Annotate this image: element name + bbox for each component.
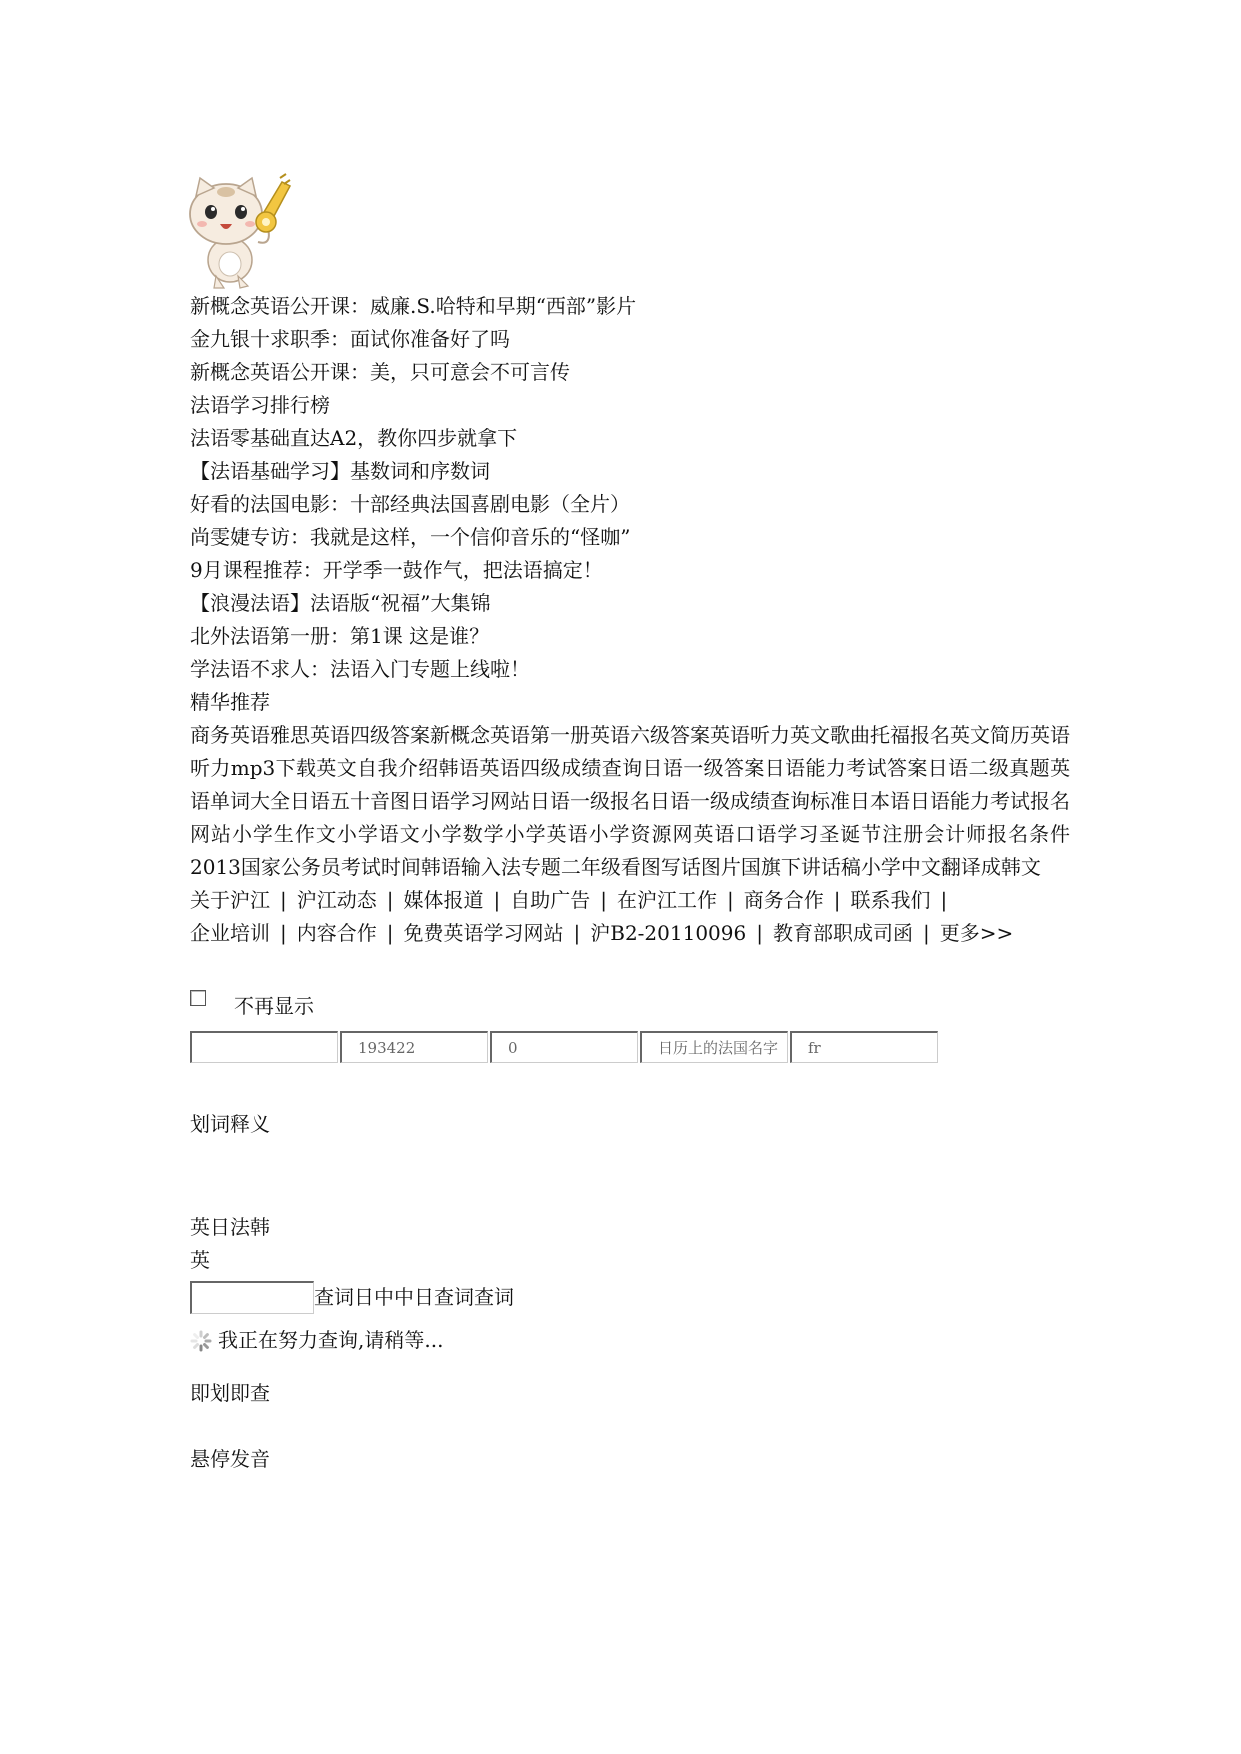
featured-link[interactable]: 日语一级成绩查询 <box>650 789 810 813</box>
field-input[interactable]: 日历上的法国名字 <box>640 1031 788 1063</box>
featured-link[interactable]: 英语听力 <box>710 723 790 747</box>
checkbox-icon[interactable] <box>190 990 206 1006</box>
featured-link[interactable]: 小学英语 <box>504 822 589 846</box>
lookup-actions[interactable]: 查词日中中日查词查词 <box>314 1285 514 1309</box>
footer-link[interactable]: 商务合作 <box>743 888 824 912</box>
featured-link[interactable]: 英语六级答案 <box>590 723 710 747</box>
footer-separator: | <box>573 921 581 945</box>
featured-link[interactable]: 英语口语学习 <box>693 822 820 846</box>
footer-link[interactable]: 企业培训 <box>190 921 270 945</box>
featured-link[interactable]: 商务英语 <box>190 723 270 747</box>
footer-link[interactable]: 内容合作 <box>296 921 377 945</box>
featured-link[interactable]: 英语听力mp3下载 <box>190 723 1070 780</box>
featured-link[interactable]: 日语学习网站 <box>410 789 530 813</box>
article-link[interactable]: 新概念英语公开课：威廉.S.哈特和早期“西部”影片 <box>190 294 637 318</box>
article-link[interactable]: 9月课程推荐：开学季一鼓作气，把法语搞定！ <box>190 558 603 582</box>
footer-separator: | <box>386 921 394 945</box>
footer-link[interactable]: 联系我们 <box>850 888 931 912</box>
article-link[interactable]: 好看的法国电影：十部经典法国喜剧电影（全片） <box>190 492 630 516</box>
article-link[interactable]: 法语学习排行榜 <box>190 393 330 417</box>
article-link[interactable]: 金九银十求职季：面试你准备好了吗 <box>190 327 510 351</box>
article-list <box>190 290 1070 686</box>
footer-separator: | <box>386 888 394 912</box>
article-link[interactable]: 北外法语第一册：第1课 这是谁？ <box>190 624 490 648</box>
footer-link[interactable]: 沪江动态 <box>296 888 377 912</box>
no-show-row <box>190 988 1070 1020</box>
featured-link[interactable]: 韩语 <box>438 756 480 780</box>
footer-separator: | <box>922 921 930 945</box>
footer-link[interactable]: 教育部职成司函 <box>772 921 913 945</box>
featured-link[interactable]: 小学语文 <box>336 822 421 846</box>
featured-link[interactable]: 日语能力考试答案 <box>764 756 928 780</box>
footer-separator: | <box>493 888 501 912</box>
featured-link[interactable]: 英文简历 <box>950 723 1030 747</box>
current-lang[interactable]: 英 <box>190 1248 210 1272</box>
loading-row <box>190 1324 1070 1357</box>
featured-link[interactable]: 新概念英语第一册 <box>430 723 590 747</box>
lang-tabs[interactable]: 英日法韩 <box>190 1215 270 1239</box>
footer-separator: | <box>600 888 607 912</box>
featured-link[interactable]: 日语五十音图 <box>290 789 410 813</box>
featured-link[interactable]: 托福报名 <box>870 723 950 747</box>
article-link[interactable]: 【浪漫法语】法语版“祝福”大集锦 <box>190 591 491 615</box>
footer-link[interactable]: 更多>> <box>939 921 1014 945</box>
article-link[interactable]: 法语零基础直达A2，教你四步就拿下 <box>190 426 518 450</box>
loading-spinner-icon <box>190 1330 212 1352</box>
featured-link[interactable]: 标准日本语 <box>810 789 910 813</box>
loading-text: 我正在努力查询,请稍等... <box>218 1328 444 1352</box>
featured-link[interactable]: 英语四级成绩查询 <box>479 756 643 780</box>
field-input[interactable]: fr <box>790 1031 938 1063</box>
featured-link[interactable]: 小学生作文 <box>231 822 337 846</box>
featured-link[interactable]: 日语一级答案 <box>642 756 765 780</box>
footer-separator: | <box>280 888 287 912</box>
footer-link[interactable]: 在沪江工作 <box>617 888 717 912</box>
featured-link[interactable]: 专题 <box>520 855 561 879</box>
article-link[interactable]: 尚雯婕专访：我就是这样，一个信仰音乐的“怪咖” <box>190 525 631 549</box>
footer-separator: | <box>727 888 734 912</box>
article-link[interactable]: 【法语基础学习】基数词和序数词 <box>190 459 490 483</box>
cat-mascot-icon <box>186 172 291 290</box>
article-link[interactable]: 学法语不求人：法语入门专题上线啦！ <box>190 657 530 681</box>
lookup-input[interactable] <box>190 1281 314 1314</box>
field-input[interactable] <box>190 1031 338 1063</box>
featured-link[interactable]: 图片 <box>700 855 741 879</box>
lookup-title: 划词释义 <box>190 1112 270 1136</box>
footer-separator: | <box>940 888 948 912</box>
main-column <box>190 172 1070 1476</box>
featured-link[interactable]: 英文歌曲 <box>790 723 870 747</box>
featured-link[interactable]: 小学数学 <box>420 822 505 846</box>
field-input[interactable]: 193422 <box>340 1031 488 1063</box>
featured-link-cloud <box>190 719 1070 884</box>
featured-link[interactable]: 圣诞节 <box>819 822 883 846</box>
footer-link[interactable]: 媒体报道 <box>403 888 484 912</box>
featured-link[interactable]: 小学资源网 <box>588 822 694 846</box>
footer-link[interactable]: 关于沪江 <box>190 888 270 912</box>
featured-link[interactable]: 日语二级真题 <box>927 756 1051 780</box>
featured-link[interactable]: 注册会计师报名条件 <box>882 822 1071 846</box>
hidden-fields <box>190 1031 1070 1068</box>
hover-pronounce-label: 悬停发音 <box>190 1447 270 1471</box>
featured-link[interactable]: 英语单词大全 <box>190 756 1071 813</box>
featured-link[interactable]: 韩语输入法 <box>420 855 521 879</box>
footer-links <box>190 884 1070 950</box>
featured-link[interactable]: 英文自我介绍 <box>316 756 439 780</box>
footer-link[interactable]: 免费英语学习网站 <box>403 921 564 945</box>
instant-lookup-label: 即划即查 <box>190 1381 270 1405</box>
lookup-search-row <box>190 1281 1070 1314</box>
featured-link[interactable]: 国旗下讲话稿 <box>740 855 861 879</box>
field-input[interactable]: 0 <box>490 1031 638 1063</box>
featured-link[interactable]: 日语能力考试报名网站 <box>190 789 1070 846</box>
featured-link[interactable]: 雅思 <box>270 723 310 747</box>
featured-link[interactable]: 日语一级报名 <box>530 789 650 813</box>
no-show-label: 不再显示 <box>234 993 314 1018</box>
featured-link[interactable]: 二年级看图写话 <box>560 855 701 879</box>
featured-link[interactable]: 小学中文翻译成韩文 <box>860 855 1041 879</box>
footer-separator: | <box>833 888 841 912</box>
footer-separator: | <box>756 921 763 945</box>
footer-separator: | <box>280 921 287 945</box>
footer-link[interactable]: 自助广告 <box>510 888 591 912</box>
featured-link[interactable]: 英语四级答案 <box>310 723 430 747</box>
featured-link[interactable]: 2013国家公务员考试时间 <box>190 855 421 879</box>
footer-link[interactable]: 沪B2-20110096 <box>590 921 747 945</box>
article-link[interactable]: 新概念英语公开课：美，只可意会不可言传 <box>190 360 570 384</box>
featured-heading: 精华推荐 <box>190 690 270 714</box>
